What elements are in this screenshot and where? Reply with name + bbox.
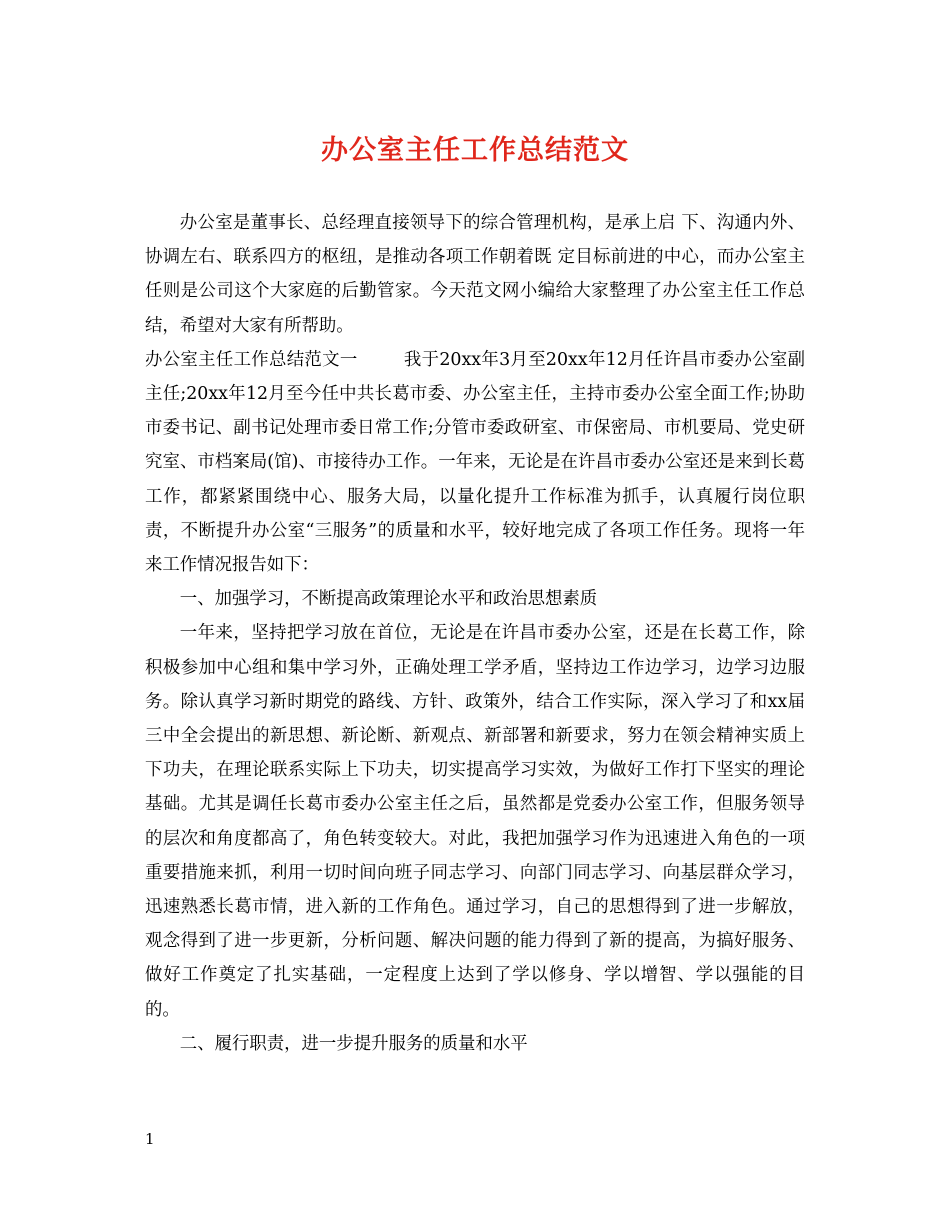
section-heading-2: 二、履行职责，进一步提升服务的质量和水平 [179,1033,528,1054]
sample-label: 办公室主任工作总结范文一 [145,349,358,370]
sample-text: 我于20xx年3月至20xx年12月任许昌市委办公室副主任;20xx年12月至今任中共长葛市委、办公室主任，主持市委办公室全面工作;协助市委书记、副书记处理市委日常工作;分管市委政研室、市保密局、市机要局、党史研究室、市档案局(馆)、市接待办工作。一年来，无论是在许昌市委办公室还是来到长葛工作，都紧紧围绕中心、服务大局，以量化提升工作标准为抓手，认真履行岗位职责，不断提升办公室“三服务”的质量和水平，较好地完成了各项工作任务。现将一年来工作情况报告如下： [145,349,805,576]
section-heading-1: 一、加强学习，不断提高政策理论水平和政治思想素质 [179,589,598,610]
page-number: 1 [145,1130,155,1148]
section-paragraph-1: 一年来，坚持把学习放在首位，无论是在许昌市委办公室，还是在长葛工作，除积极参加中心组和集中学习外，正确处理工学矛盾，坚持边工作边学习，边学习边服务。除认真学习新时期党的路线、方针、政策外，结合工作实际，深入学习了和xx届三中全会提出的新思想、新论断、新观点、新部署和新要求，努力在领会精神实质上下功夫，在理论联系实际上下功夫，切实提高学习实效，为做好工作打下坚实的理论基础。尤其是调任长葛市委办公室主任之后，虽然都是党委办公室工作，但服务领导的层次和角度都高了，角色转变较大。对此，我把加强学习作为迅速进入角色的一项重要措施来抓，利用一切时间向班子同志学习、向部门同志学习、向基层群众学习，迅速熟悉长葛市情，进入新的工作角色。通过学习，自己的思想得到了进一步解放，观念得到了进一步更新，分析问题、解决问题的能力得到了新的提高，为搞好服务、做好工作奠定了扎实基础，一定程度上达到了学以修身、学以增智、学以强能的目的。 [145,623,805,1020]
document-body [145,206,805,1061]
document-title: 办公室主任工作总结范文 [321,135,629,166]
intro-paragraph: 办公室是董事长、总经理直接领导下的综合管理机构，是承上启 下、沟通内外、协调左右、联系四方的枢纽，是推动各项工作朝着既 定目标前进的中心，而办公室主任则是公司这个大家庭的后勤管家。今天范文网小编给大家整理了办公室主任工作总结，希望对大家有所帮助。 [145,213,805,336]
sample-paragraph [145,343,805,582]
